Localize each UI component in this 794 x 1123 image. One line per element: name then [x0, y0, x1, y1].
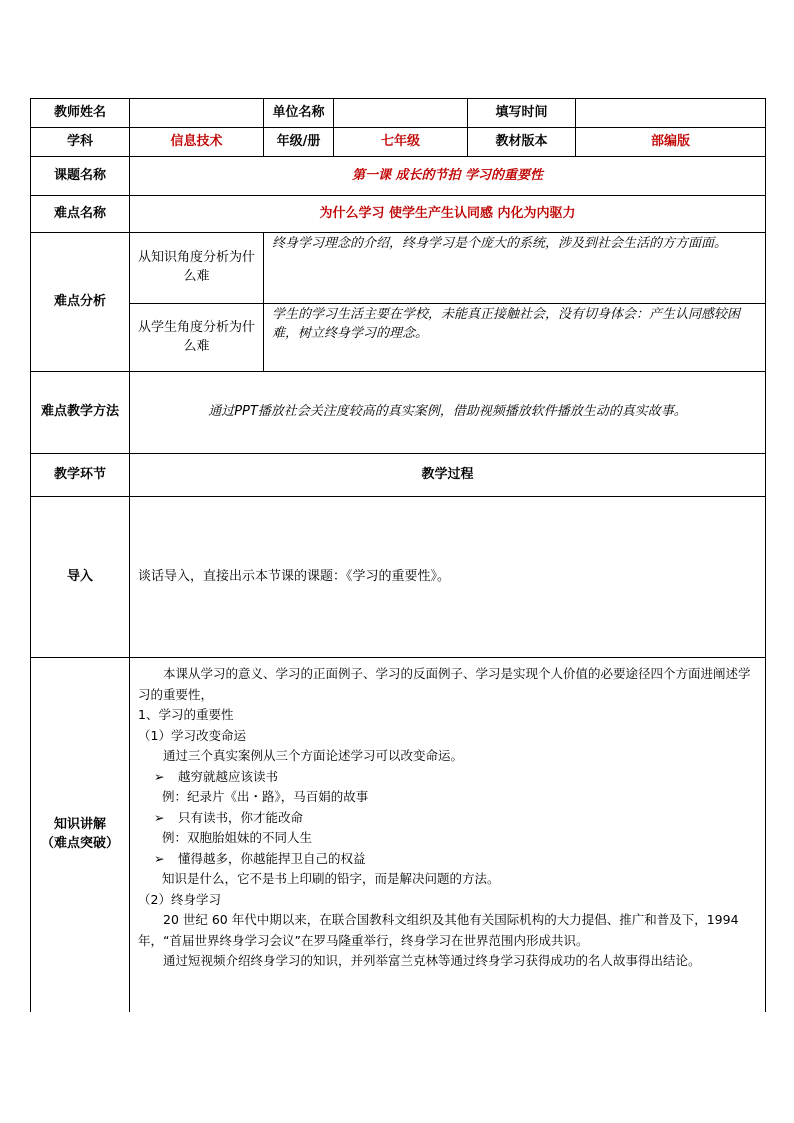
paragraph: 通过短视频介绍终身学习的知识，并列举富兰克林等通过终身学习获得成功的名人故事得出结论。: [163, 953, 701, 968]
edition-value: 部编版: [576, 128, 766, 157]
paragraph: 知识是什么，它不是书上印刷的铅字，而是解决问题的方法。: [162, 871, 500, 886]
analysis-row-knowledge: [31, 233, 766, 304]
example-line: 例：纪录片《出・路》，马百娟的故事: [162, 789, 369, 804]
lesson-title-value: 第一课 成长的节拍 学习的重要性: [130, 157, 766, 196]
title-row: [31, 157, 766, 196]
difficulty-name-value: 为什么学习 使学生产生认同感 内化为内驱力: [130, 196, 766, 233]
difficulty-analysis-label: 难点分析: [31, 233, 130, 372]
bullet-text: 只有读书，你才能改命: [178, 809, 304, 825]
difficulty-name-label: 难点名称: [31, 196, 130, 233]
knowledge-row: [31, 658, 766, 1012]
paragraph: 通过三个真实案例从三个方面论述学习可以改变命运。: [163, 748, 464, 763]
bullet-item: [138, 849, 757, 870]
bullet-text: 越穷就越应该读书: [178, 768, 279, 784]
bullet-item: [138, 767, 757, 788]
subject-value: 信息技术: [130, 128, 264, 157]
teaching-stage-label: 教学环节: [31, 454, 130, 497]
arrow-bullet-icon: ➢: [154, 850, 165, 866]
arrow-bullet-icon: ➢: [154, 768, 165, 784]
intro-paragraph: 本课从学习的意义、学习的正面例子、学习的反面例子、学习是实现个人价值的必要途径四个方面进阐述学习的重要性，: [138, 666, 751, 702]
knowledge-explain-content: [130, 658, 766, 1012]
edition-label: 教材版本: [468, 128, 576, 157]
bullet-text: 懂得越多，你越能捍卫自己的权益: [178, 850, 366, 866]
knowledge-explain-label: [31, 658, 130, 1012]
subsection-heading: （1）学习改变命运: [138, 727, 246, 743]
student-angle-label: 从学生角度分析为什么难: [130, 304, 264, 372]
unit-name-label: 单位名称: [264, 99, 334, 128]
bullet-item: [138, 808, 757, 829]
intro-text: 谈话导入，直接出示本节课的课题：《学习的重要性》。: [130, 497, 766, 658]
student-angle-text: 学生的学习生活主要在学校，未能真正接触社会，没有切身体会：产生认同感较困难，树立终身学习的理念。: [264, 304, 766, 372]
fill-date-field[interactable]: [576, 99, 766, 128]
process-header-row: [31, 454, 766, 497]
knowledge-angle-label: 从知识角度分析为什么难: [130, 233, 264, 304]
paragraph: 20 世纪 60 年代中期以来，在联合国教科文组织及其他有关国际机构的大力提倡、推广和普及下，1994 年，“首届世界终身学习会议”在罗马隆重举行，终身学习在世界范围内形成共识。: [138, 912, 739, 948]
intro-label: 导入: [31, 497, 130, 658]
header-row-1: [31, 99, 766, 128]
knowledge-explain-title: 知识讲解: [53, 816, 106, 832]
teaching-method-label: 难点教学方法: [31, 372, 130, 454]
grade-label: 年级/册: [264, 128, 334, 157]
knowledge-angle-text: 终身学习理念的介绍，终身学习是个庞大的系统，涉及到社会生活的方方面面。: [264, 233, 766, 304]
subject-label: 学科: [31, 128, 130, 157]
grade-value: 七年级: [334, 128, 468, 157]
teacher-name-label: 教师姓名: [31, 99, 130, 128]
lesson-plan-table: [30, 98, 766, 1012]
teaching-method-text: 通过PPT播放社会关注度较高的真实案例，借助视频播放软件播放生动的真实故事。: [130, 372, 766, 454]
analysis-row-student: [31, 304, 766, 372]
intro-row: [31, 497, 766, 658]
knowledge-explain-subtitle: （难点突破）: [40, 835, 119, 851]
unit-name-field[interactable]: [334, 99, 468, 128]
subsection-heading: （2）终身学习: [138, 891, 221, 907]
example-line: 例：双胞胎姐妹的不同人生: [162, 830, 313, 845]
fill-date-label: 填写时间: [468, 99, 576, 128]
section-heading: 1、学习的重要性: [138, 707, 234, 722]
header-row-2: [31, 128, 766, 157]
teaching-process-label: 教学过程: [130, 454, 766, 497]
method-row: [31, 372, 766, 454]
difficulty-row: [31, 196, 766, 233]
teacher-name-field[interactable]: [130, 99, 264, 128]
arrow-bullet-icon: ➢: [154, 809, 165, 825]
lesson-title-label: 课题名称: [31, 157, 130, 196]
